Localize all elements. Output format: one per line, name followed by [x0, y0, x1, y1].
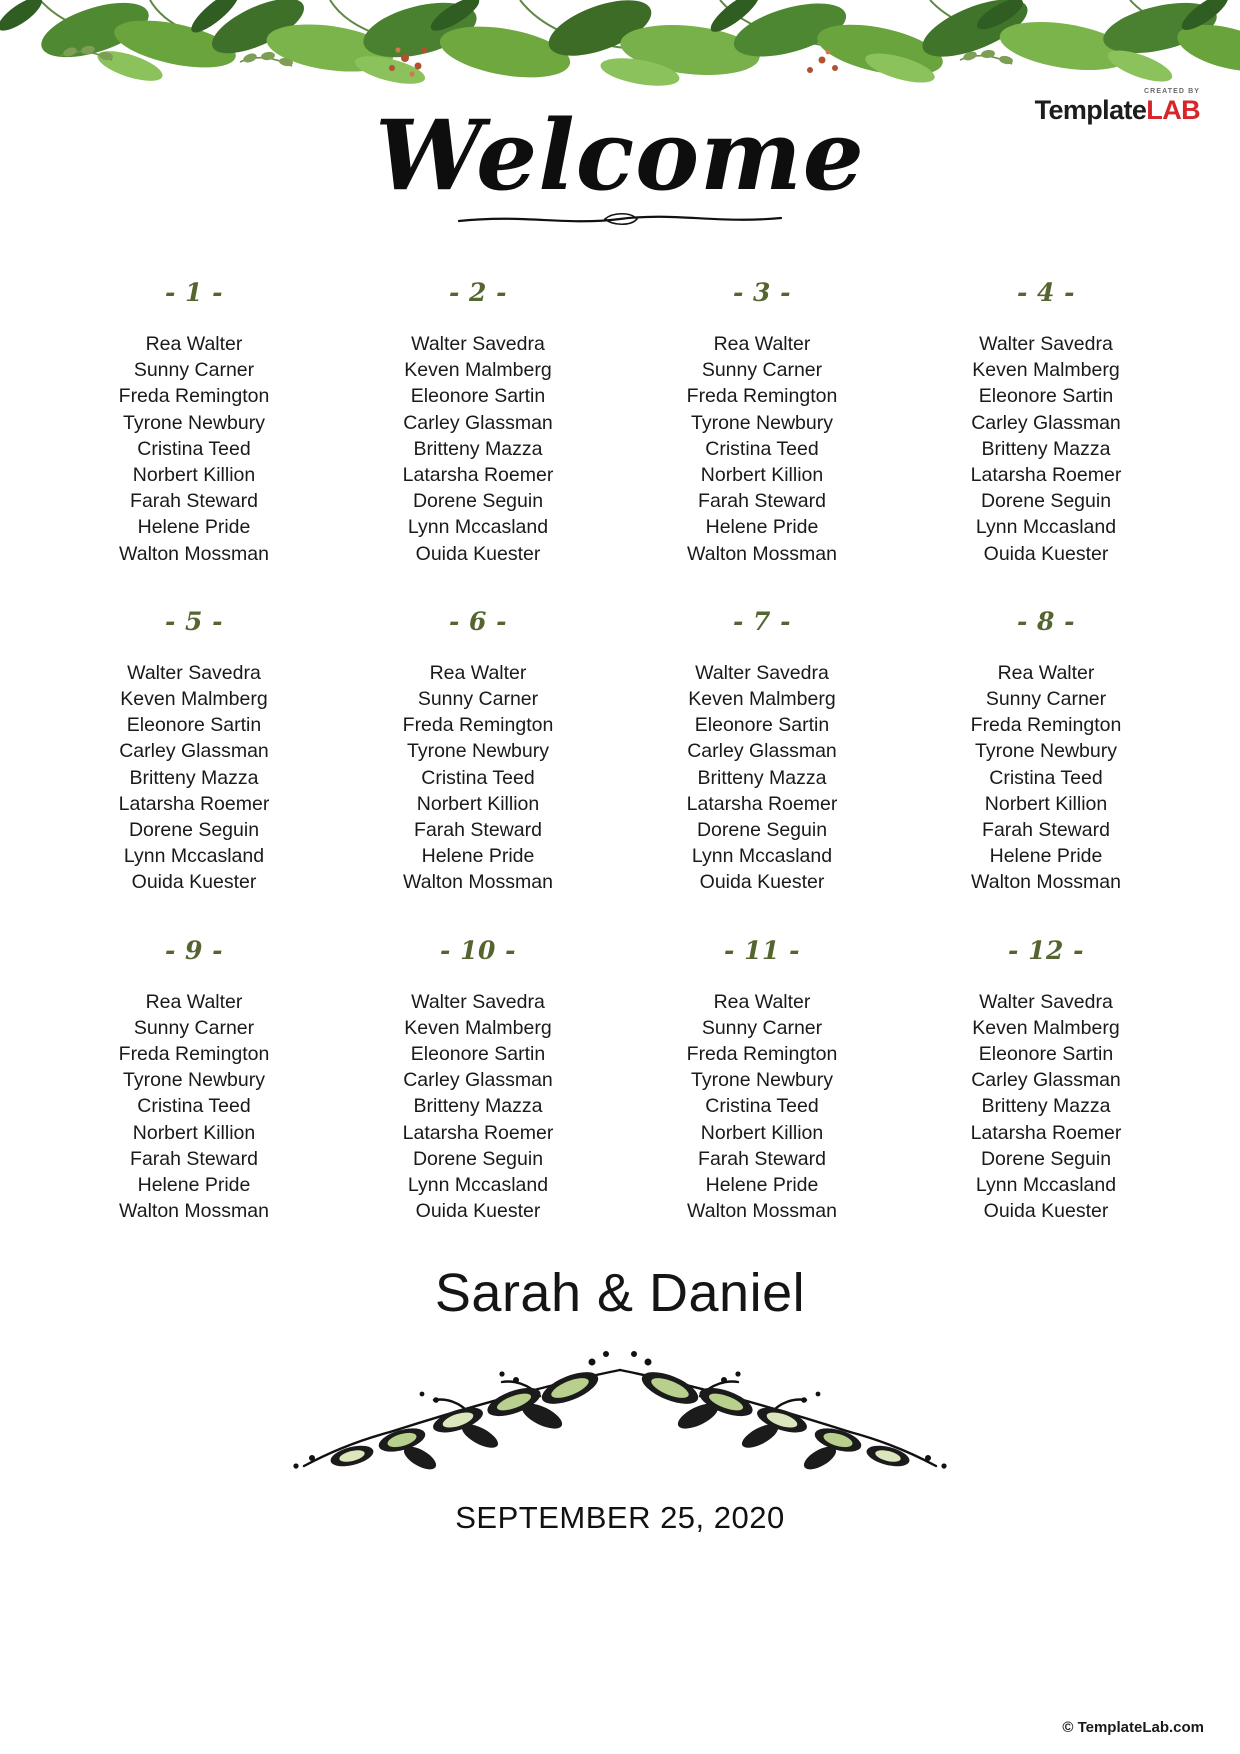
table-number-label: - 2 -	[448, 278, 508, 307]
guest-name: Keven Malmberg	[120, 688, 268, 711]
guest-name: Walter Savedra	[411, 990, 545, 1013]
guest-name: Latarsha Roemer	[402, 1121, 554, 1144]
guest-name: Rea Walter	[145, 990, 243, 1013]
guest-name: Norbert Killion	[984, 792, 1108, 815]
guest-name: Cristina Teed	[137, 1095, 251, 1118]
guest-name: Farah Steward	[698, 490, 826, 513]
table-number-label: - 5 -	[164, 606, 224, 636]
guest-name: Walter Savedra	[127, 661, 261, 684]
guest-name: Farah Steward	[982, 819, 1110, 842]
guest-name: Freda Remington	[118, 1043, 270, 1066]
guest-name: Ouida Kuester	[983, 542, 1109, 565]
guest-name: Lynn Mccasland	[975, 1174, 1117, 1197]
guest-name: Sunny Carner	[417, 688, 539, 711]
guest-name: Eleonore Sartin	[126, 714, 262, 737]
guest-name: Carley Glassman	[119, 740, 269, 763]
flourish-divider-icon	[455, 210, 785, 228]
table-number-label: - 10 -	[440, 935, 516, 965]
guest-name: Farah Steward	[130, 1147, 258, 1170]
foliage-leaves-group	[0, 0, 1240, 91]
guest-name: Lynn Mccasland	[407, 1174, 549, 1197]
guest-name: Helene Pride	[137, 516, 251, 539]
guest-name: Latarsha Roemer	[686, 792, 838, 815]
guest-name: Dorene Seguin	[980, 1147, 1112, 1170]
guest-name: Dorene Seguin	[128, 819, 260, 842]
guest-name: Sunny Carner	[701, 1016, 823, 1039]
table-number-label: - 4 -	[1016, 278, 1076, 307]
guest-name: Farah Steward	[130, 490, 258, 513]
guest-name: Latarsha Roemer	[970, 464, 1122, 487]
guest-name: Keven Malmberg	[404, 359, 552, 382]
page-title: Welcome	[375, 99, 865, 212]
guest-name: Keven Malmberg	[688, 688, 836, 711]
logo-created-by-label: CREATED BY	[1144, 88, 1200, 95]
guest-name: Dorene Seguin	[412, 490, 544, 513]
guest-name: Helene Pride	[421, 845, 535, 868]
table-number-label: - 3 -	[732, 278, 792, 307]
guest-name: Carley Glassman	[403, 1069, 553, 1092]
guest-name: Rea Walter	[997, 661, 1095, 684]
leaf-branch-ornament-icon	[270, 1340, 970, 1490]
guest-name: Dorene Seguin	[980, 490, 1112, 513]
table-number-label: - 9 -	[164, 935, 224, 965]
guest-name: Britteny Mazza	[413, 437, 543, 460]
table-block	[336, 936, 620, 1225]
guest-name: Eleonore Sartin	[978, 1043, 1114, 1066]
guest-name: Ouida Kuester	[415, 542, 541, 565]
guest-name: Norbert Killion	[700, 464, 824, 487]
guest-name: Cristina Teed	[705, 1095, 819, 1118]
guest-name: Dorene Seguin	[412, 1147, 544, 1170]
guest-name: Tyrone Newbury	[407, 740, 549, 763]
table-block	[620, 607, 904, 896]
guest-name: Helene Pride	[705, 1174, 819, 1197]
guest-name: Lynn Mccasland	[691, 845, 833, 868]
table-number-label: - 1 -	[164, 278, 224, 307]
guest-name: Rea Walter	[713, 990, 811, 1013]
table-block	[620, 278, 904, 567]
table-block	[904, 936, 1188, 1225]
guest-name: Walter Savedra	[411, 333, 545, 355]
guest-name: Sunny Carner	[985, 688, 1107, 711]
guest-name: Eleonore Sartin	[978, 385, 1114, 408]
guest-name: Cristina Teed	[705, 437, 819, 460]
guest-name: Norbert Killion	[700, 1121, 824, 1144]
guest-name: Britteny Mazza	[129, 766, 259, 789]
guest-name: Carley Glassman	[403, 411, 553, 434]
guest-name: Walton Mossman	[687, 1200, 837, 1223]
guest-name: Walton Mossman	[971, 871, 1121, 894]
table-number-label: - 7 -	[732, 606, 792, 636]
guest-name: Eleonore Sartin	[694, 714, 830, 737]
guest-name: Walter Savedra	[979, 333, 1113, 355]
guest-name: Farah Steward	[414, 819, 542, 842]
guest-name: Cristina Teed	[421, 766, 535, 789]
logo-word-lab: LAB	[1146, 95, 1200, 125]
guest-name: Walton Mossman	[119, 1200, 269, 1223]
guest-name: Tyrone Newbury	[123, 1069, 265, 1092]
guest-name: Lynn Mccasland	[975, 516, 1117, 539]
guest-name: Freda Remington	[118, 385, 270, 408]
guest-name: Ouida Kuester	[131, 871, 257, 894]
table-block	[52, 936, 336, 1225]
table-block	[904, 278, 1188, 567]
guest-name: Latarsha Roemer	[970, 1121, 1122, 1144]
guest-name: Dorene Seguin	[696, 819, 828, 842]
table-block	[336, 278, 620, 567]
guest-name: Ouida Kuester	[699, 871, 825, 894]
guest-name: Lynn Mccasland	[123, 845, 265, 868]
guest-name: Carley Glassman	[971, 1069, 1121, 1092]
guest-name: Walton Mossman	[119, 542, 269, 565]
guest-name: Britteny Mazza	[697, 766, 827, 789]
guest-name: Tyrone Newbury	[123, 411, 265, 434]
guest-name: Tyrone Newbury	[975, 740, 1117, 763]
table-number-label: - 8 -	[1016, 606, 1076, 636]
guest-name: Cristina Teed	[137, 437, 251, 460]
guest-name: Walton Mossman	[687, 542, 837, 565]
guest-name: Walter Savedra	[979, 990, 1113, 1013]
guest-name: Ouida Kuester	[415, 1200, 541, 1223]
guest-name: Helene Pride	[705, 516, 819, 539]
table-number-label: - 11 -	[724, 935, 800, 965]
guest-name: Walton Mossman	[403, 871, 553, 894]
guest-name: Rea Walter	[713, 333, 811, 355]
guest-name: Rea Walter	[429, 661, 527, 684]
table-block	[336, 607, 620, 896]
tropical-foliage-header	[0, 0, 1240, 96]
guest-name: Tyrone Newbury	[691, 1069, 833, 1092]
guest-name: Lynn Mccasland	[407, 516, 549, 539]
guest-name: Farah Steward	[698, 1147, 826, 1170]
guest-name: Norbert Killion	[132, 464, 256, 487]
guest-name: Carley Glassman	[687, 740, 837, 763]
guest-name: Eleonore Sartin	[410, 1043, 546, 1066]
guest-name: Freda Remington	[686, 1043, 838, 1066]
guest-name: Ouida Kuester	[983, 1200, 1109, 1223]
welcome-heading-block	[0, 99, 1240, 233]
table-block	[904, 607, 1188, 896]
guest-name: Norbert Killion	[416, 792, 540, 815]
guest-name: Latarsha Roemer	[402, 464, 554, 487]
guest-name: Keven Malmberg	[404, 1016, 552, 1039]
guest-name: Britteny Mazza	[981, 437, 1111, 460]
guest-name: Latarsha Roemer	[118, 792, 270, 815]
guest-name: Freda Remington	[970, 714, 1122, 737]
guest-name: Freda Remington	[686, 385, 838, 408]
guest-name: Eleonore Sartin	[410, 385, 546, 408]
footer-credit: © TemplateLab.com	[1062, 1719, 1204, 1736]
guest-name: Sunny Carner	[133, 1016, 255, 1039]
guest-name: Rea Walter	[145, 333, 243, 355]
guest-name: Helene Pride	[989, 845, 1103, 868]
table-block	[52, 278, 336, 567]
guest-name: Tyrone Newbury	[691, 411, 833, 434]
guest-name: Walter Savedra	[695, 661, 829, 684]
guest-name: Cristina Teed	[989, 766, 1103, 789]
event-date: SEPTEMBER 25, 2020	[455, 1500, 785, 1535]
guest-name: Freda Remington	[402, 714, 554, 737]
logo-word-template: Template	[1034, 95, 1147, 125]
guest-name: Sunny Carner	[701, 359, 823, 382]
guest-name: Keven Malmberg	[972, 359, 1120, 382]
table-block	[52, 607, 336, 896]
table-number-label: - 6 -	[448, 606, 508, 636]
guest-name: Keven Malmberg	[972, 1016, 1120, 1039]
seating-chart-grid	[52, 278, 1188, 1224]
guest-name: Britteny Mazza	[981, 1095, 1111, 1118]
guest-name: Helene Pride	[137, 1174, 251, 1197]
guest-name: Norbert Killion	[132, 1121, 256, 1144]
table-block	[620, 936, 904, 1225]
guest-name: Sunny Carner	[133, 359, 255, 382]
table-number-label: - 12 -	[1008, 935, 1084, 965]
guest-name: Carley Glassman	[971, 411, 1121, 434]
couple-names: Sarah & Daniel	[434, 1263, 806, 1323]
guest-name: Britteny Mazza	[413, 1095, 543, 1118]
